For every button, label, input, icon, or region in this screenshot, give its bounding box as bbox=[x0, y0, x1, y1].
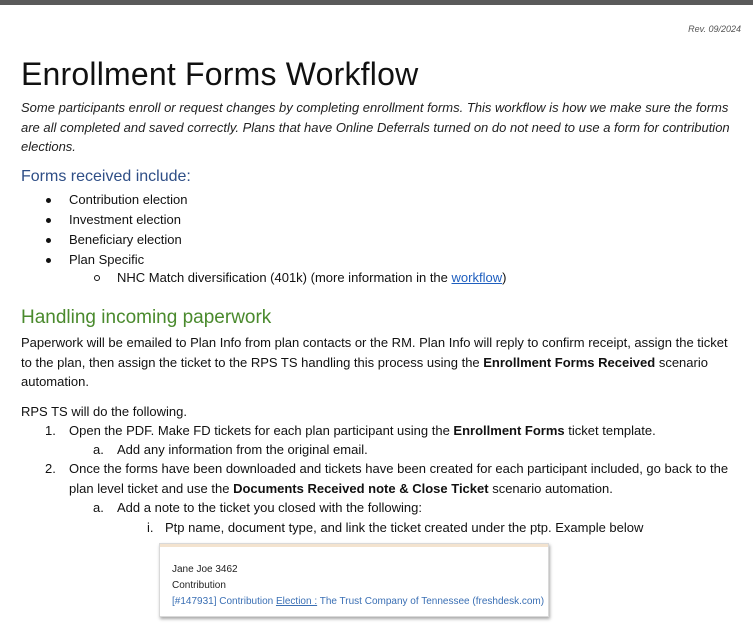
bullet-icon bbox=[46, 258, 51, 263]
forms-received-heading: Forms received include: bbox=[21, 168, 191, 185]
list-item-label: Contribution election bbox=[69, 192, 188, 207]
top-border bbox=[0, 0, 753, 5]
intro-paragraph: Some participants enroll or request changes by completing enrollment forms. This workflow is how we make sure the forms are all completed and saved correctly. Plans that have Online Deferrals turned on do not need to use a form for contribution elections. bbox=[21, 100, 730, 154]
ticket-link-end[interactable]: The Trust Company of Tennessee (freshdesk.com) bbox=[317, 596, 545, 607]
page-title: Enrollment Forms Workflow bbox=[21, 56, 419, 92]
para-text: Paperwork will be emailed to Plan Info from plan contacts or the RM. Plan Info will reply to confirm receipt, assign the ticket to the plan, then assign the ticket to the RPS TS handling this process using the bbox=[21, 335, 728, 370]
para-bold: Enrollment Forms Received bbox=[483, 354, 656, 370]
workflow-link[interactable]: workflow bbox=[451, 270, 503, 285]
step-bold: Documents Received note & Close Ticket bbox=[233, 480, 489, 496]
sub-item-suffix: ) bbox=[502, 270, 507, 285]
sub-item-prefix: NHC Match diversification (401k) (more information in the bbox=[117, 270, 452, 285]
ticket-link-start[interactable]: [#147931] Contribution bbox=[172, 596, 276, 607]
step-bold: Enrollment Forms bbox=[453, 423, 565, 438]
step-2-text bbox=[69, 459, 739, 498]
para-text-end: scenario automation. bbox=[21, 354, 708, 389]
list-item-label: Beneficiary election bbox=[69, 232, 182, 247]
step-text-end: scenario automation. bbox=[488, 480, 613, 496]
ticket-link-underlined[interactable]: Election : bbox=[275, 596, 318, 607]
step-2ai-text: Ptp name, document type, and link the ticket created under the ptp. Example below bbox=[165, 520, 644, 535]
example-doc-type: Contribution bbox=[172, 580, 226, 591]
step-1-text bbox=[69, 421, 739, 441]
step-number: 2. bbox=[45, 461, 56, 476]
bullet-icon bbox=[46, 218, 51, 223]
circle-bullet-icon bbox=[94, 275, 100, 281]
step-number: 1. bbox=[45, 423, 56, 438]
step-letter: a. bbox=[93, 500, 104, 515]
example-ptp-name: Jane Joe 3462 bbox=[172, 564, 238, 575]
step-roman: i. bbox=[147, 520, 154, 535]
example-note-card bbox=[159, 543, 549, 617]
example-ticket-link[interactable] bbox=[172, 596, 544, 607]
handling-paragraph bbox=[21, 333, 736, 392]
step-2a-text: Add a note to the ticket you closed with the following: bbox=[117, 500, 422, 515]
step-letter: a. bbox=[93, 442, 104, 457]
step-1a-text: Add any information from the original email. bbox=[117, 442, 368, 457]
step-text: Open the PDF. Make FD tickets for each plan participant using the bbox=[69, 423, 454, 438]
list-item-label: Investment election bbox=[69, 212, 182, 227]
card-top-accent bbox=[160, 544, 548, 547]
bullet-icon bbox=[46, 238, 51, 243]
revision-label: Rev. 09/2024 bbox=[688, 24, 741, 34]
list-item-label: Plan Specific bbox=[69, 252, 145, 267]
bullet-icon bbox=[46, 198, 51, 203]
step-text: Once the forms have been downloaded and tickets have been created for each participant included, go back to the plan level ticket and use the bbox=[69, 461, 729, 496]
rps-ts-intro: RPS TS will do the following. bbox=[21, 404, 187, 419]
step-text-end: ticket template. bbox=[564, 423, 656, 438]
handling-heading: Handling incoming paperwork bbox=[21, 307, 272, 328]
sub-list-item-text bbox=[117, 268, 506, 288]
